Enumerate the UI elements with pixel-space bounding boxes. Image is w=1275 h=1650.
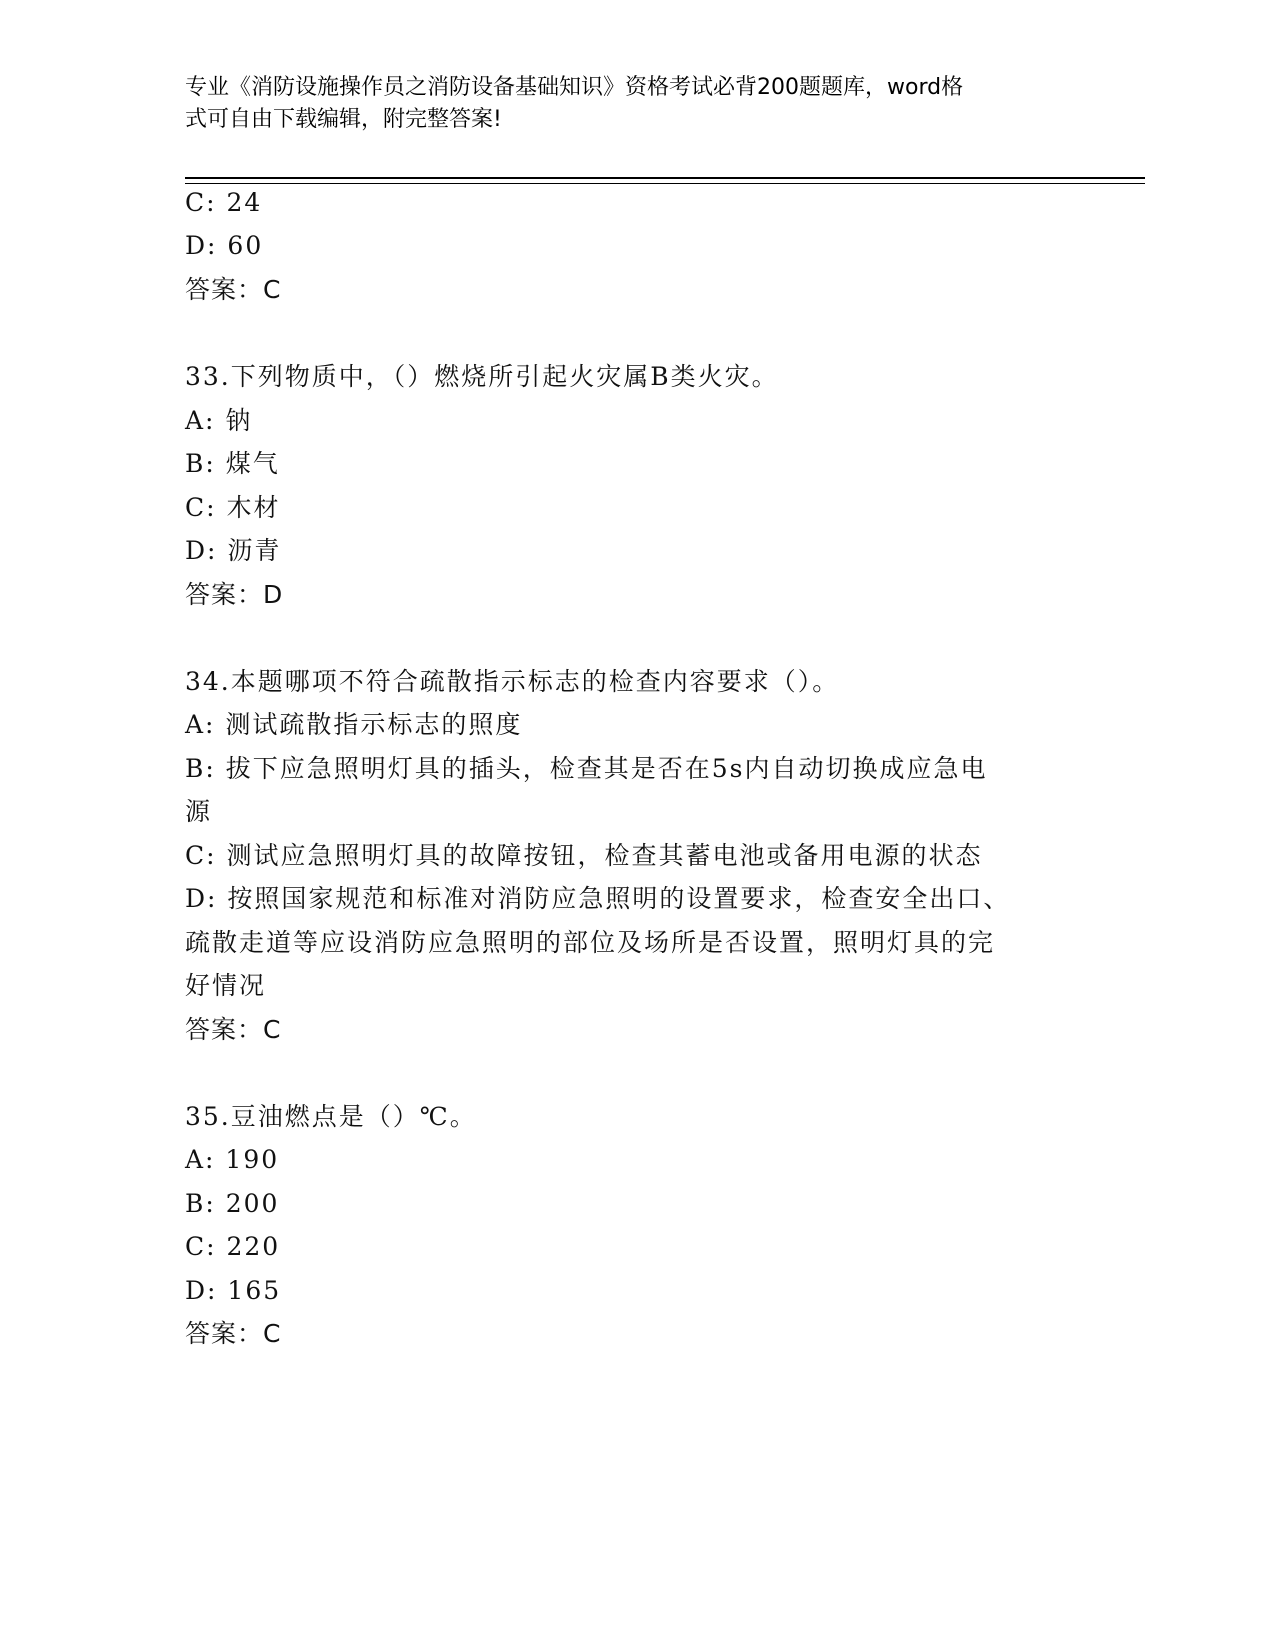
- header-line-1: 专业《消防设施操作员之消防设备基础知识》资格考试必背200题题库，word格: [185, 75, 964, 100]
- q34-option-d-line-2: 疏散走道等应设消防应急照明的部位及场所是否设置，照明灯具的完: [185, 928, 996, 957]
- header-line-2: 式可自由下载编辑，附完整答案!: [185, 107, 502, 132]
- q33-option-b: B: 煤气: [185, 449, 280, 478]
- q34-option-a: A: 测试疏散指示标志的照度: [185, 710, 523, 739]
- q34-option-d-line-1: D: 按照国家规范和标准对消防应急照明的设置要求，检查安全出口、: [185, 884, 1011, 913]
- q33-option-c: C: 木材: [185, 493, 281, 522]
- q35-option-d: D: 165: [185, 1276, 282, 1305]
- q34-option-c: C: 测试应急照明灯具的故障按钮，检查其蓄电池或备用电源的状态: [185, 841, 983, 870]
- q34-answer: 答案：C: [185, 1015, 282, 1044]
- q35-option-c: C: 220: [185, 1232, 281, 1261]
- q35-answer: 答案：C: [185, 1319, 282, 1348]
- q33-option-a: A: 钠: [185, 406, 253, 435]
- q33-option-d: D: 沥青: [185, 536, 282, 565]
- q35-option-a: A: 190: [185, 1145, 280, 1174]
- header-rule-thick: [185, 177, 1145, 179]
- q35-option-b: B: 200: [185, 1189, 280, 1218]
- prev-option-d: D: 60: [185, 231, 264, 260]
- q34-question: 34.本题哪项不符合疏散指示标志的检查内容要求（）。: [185, 667, 840, 696]
- q34-option-b-line-1: B: 拔下应急照明灯具的插头，检查其是否在5s内自动切换成应急电: [185, 754, 988, 783]
- prev-answer: 答案：C: [185, 275, 282, 304]
- q34-option-d-line-3: 好情况: [185, 971, 267, 1000]
- q34-option-b-line-2: 源: [185, 797, 213, 826]
- q33-question: 33.下列物质中，（）燃烧所引起火灾属B类火灾。: [185, 362, 779, 391]
- q35-question: 35.豆油燃点是（）℃。: [185, 1102, 477, 1131]
- header-rule-thin: [185, 183, 1145, 184]
- q33-answer: 答案：D: [185, 580, 284, 609]
- document-header: [185, 72, 1065, 136]
- prev-option-c: C: 24: [185, 188, 263, 217]
